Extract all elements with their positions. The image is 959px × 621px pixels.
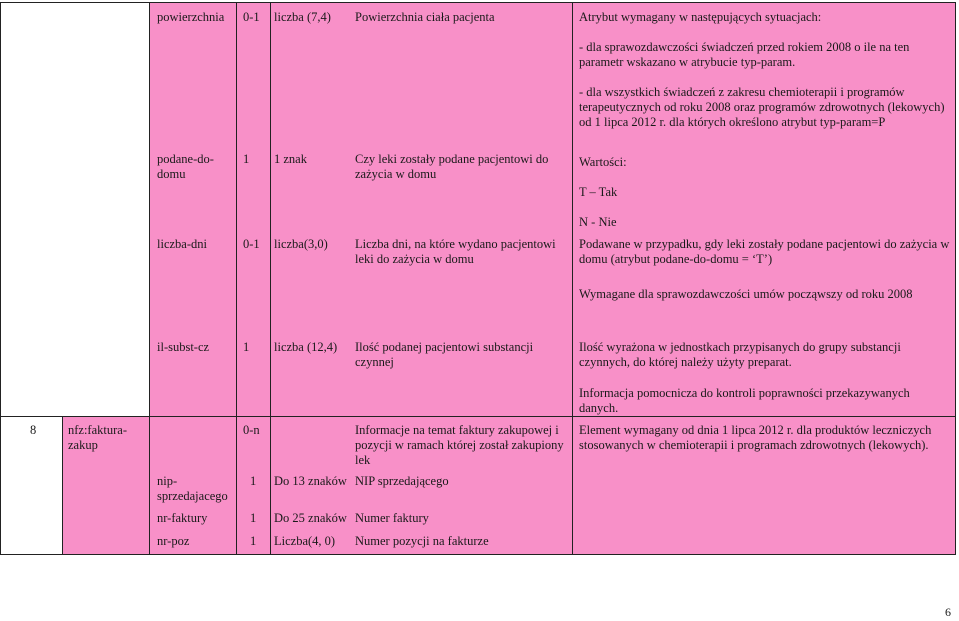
attr-cardinality-liczba-dni: 0-1 <box>243 237 260 251</box>
element-cardinality-faktura: 0-n <box>243 423 260 437</box>
element-desc-faktura: Informacje na temat faktury zakupowej i pozycji w ramach której został zakupiony lek <box>355 423 564 467</box>
col-line-desc <box>572 2 573 555</box>
attr-name-il-subst-cz: il-subst-cz <box>157 340 210 354</box>
attr-cardinality-podane-do-domu: 1 <box>243 152 250 166</box>
attr-note-powierzchnia-3: - dla wszystkich świadczeń z zakresu chemioterapii i programów terapeutycznych od roku 2008 oraz programów zdrowotnych (lekowych) od 1 lipca 2012 r. dla których określono atrybut typ-param=P <box>579 85 945 129</box>
attr-cardinality-nr-poz: 1 <box>250 534 257 548</box>
col-line-element <box>149 2 150 555</box>
attr-note-podane-3: N - Nie <box>579 215 617 229</box>
attr-name-nr-poz: nr-poz <box>157 534 190 548</box>
attr-name-powierzchnia: powierzchnia <box>157 10 225 24</box>
col-line-attr <box>236 2 237 555</box>
attr-type-liczba-dni: liczba(3,0) <box>274 237 328 251</box>
page-number: 6 <box>945 605 951 619</box>
attr-cardinality-il-subst-cz: 1 <box>243 340 250 354</box>
attr-desc-podane-do-domu: Czy leki zostały podane pacjentowi do zażycia w domu <box>355 152 549 181</box>
attr-type-il-subst-cz: liczba (12,4) <box>274 340 338 354</box>
row-separator-faktura <box>0 416 956 417</box>
attr-type-nip: Do 13 znaków <box>274 474 347 488</box>
attr-note-il-subst-1: Ilość wyrażona w jednostkach przypisanych do grupy substancji czynnych, do której należy użyty preparat. <box>579 340 901 369</box>
col-line-number <box>62 416 63 555</box>
attr-note-liczba-dni-1: Podawane w przypadku, gdy leki zostały podane pacjentowi do zażycia w domu (atrybut podane-do-domu = ‘T’) <box>579 237 950 266</box>
attr-cardinality-nip: 1 <box>250 474 257 488</box>
attr-note-liczba-dni-2: Wymagane dla sprawozdawczości umów począwszy od roku 2008 <box>579 287 913 301</box>
attr-desc-powierzchnia: Powierzchnia ciała pacjenta <box>355 10 495 24</box>
attr-desc-nr-poz: Numer pozycji na fakturze <box>355 534 489 548</box>
attr-type-nr-faktury: Do 25 znaków <box>274 511 347 525</box>
attr-name-nip-sprzedajacego: nip-sprzedajacego <box>157 474 228 503</box>
attr-desc-nip: NIP sprzedającego <box>355 474 449 488</box>
element-number: 8 <box>30 423 37 437</box>
attr-name-podane-do-domu: podane-do-domu <box>157 152 214 181</box>
attr-desc-il-subst-cz: Ilość podanej pacjentowi substancji czynnej <box>355 340 534 369</box>
attr-name-nr-faktury: nr-faktury <box>157 511 208 525</box>
attr-note-il-subst-2: Informacja pomocnicza do kontroli poprawności przekazywanych danych. <box>579 386 910 415</box>
attr-cardinality-powierzchnia: 0-1 <box>243 10 260 24</box>
element-note-faktura: Element wymagany od dnia 1 lipca 2012 r. dla produktów leczniczych stosowanych w chemioterapii i programach zdrowotnych (lekowych). <box>579 423 932 452</box>
element-name-faktura-zakup: nfz:faktura-zakup <box>68 423 127 452</box>
attr-note-podane-1: Wartości: <box>579 155 627 169</box>
attr-note-powierzchnia-2: - dla sprawozdawczości świadczeń przed rokiem 2008 o ile na ten parametr wskazano w atrybucie typ-param. <box>579 40 910 69</box>
table-left-border <box>0 2 1 555</box>
attr-cardinality-nr-faktury: 1 <box>250 511 257 525</box>
attr-note-powierzchnia-1: Atrybut wymagany w następujących sytuacjach: <box>579 10 822 24</box>
attr-type-powierzchnia: liczba (7,4) <box>274 10 331 24</box>
col-line-card <box>270 2 271 555</box>
attr-name-liczba-dni: liczba-dni <box>157 237 207 251</box>
table-right-border <box>955 2 956 555</box>
attr-type-nr-poz: Liczba(4, 0) <box>274 534 336 548</box>
attr-desc-nr-faktury: Numer faktury <box>355 511 429 525</box>
attr-desc-liczba-dni: Liczba dni, na które wydano pacjentowi leki do zażycia w domu <box>355 237 556 266</box>
table-top-border <box>0 2 956 3</box>
attr-note-podane-2: T – Tak <box>579 185 618 199</box>
attr-type-podane-do-domu: 1 znak <box>274 152 307 166</box>
table-bottom-border <box>0 554 956 555</box>
